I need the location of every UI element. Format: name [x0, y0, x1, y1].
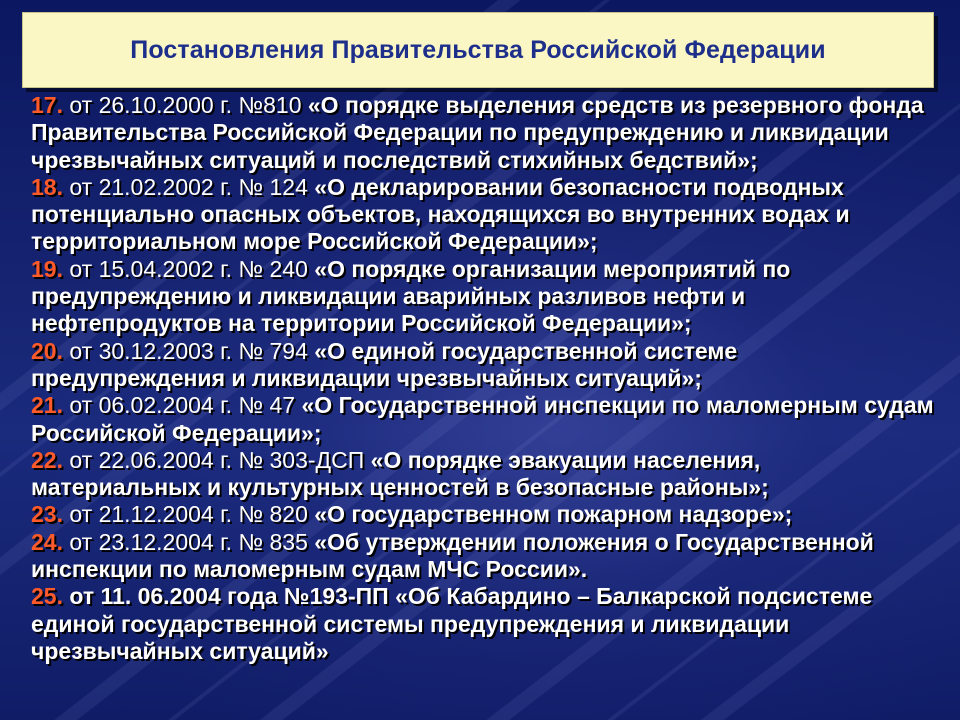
slide-title: Постановления Правительства Российской Федерации	[130, 35, 826, 64]
item-name: «О декларировании безопасности подводных потенциально опасных объектов, находящихся во внутренних водах и территориальном море Российской Федерации»;	[31, 173, 850, 255]
list-item	[31, 529, 935, 584]
title-box	[22, 12, 934, 88]
item-date: от 11. 06.2004 года №193-ПП	[62, 583, 396, 610]
list-item	[31, 256, 935, 338]
item-date: от 21.12.2004 г. № 820	[62, 501, 315, 528]
item-name: «О государственном пожарном надзоре»;	[314, 501, 793, 528]
item-date: от 22.06.2004 г. № 303-ДСП	[62, 446, 371, 473]
item-date: от 21.02.2002 г. № 124	[62, 173, 315, 200]
item-name: «Об Кабардино – Балкарской подсистеме единой государственной системы предупреждения и ликвидации чрезвычайных ситуаций»	[31, 583, 873, 664]
item-number: 24.	[31, 528, 63, 555]
item-number: 25.	[31, 583, 63, 610]
item-date: от 23.12.2004 г. № 835	[62, 528, 315, 555]
item-name: «Об утверждении положения о Государственной инспекции по маломерным судам МЧС России».	[31, 528, 874, 583]
item-number: 21.	[31, 392, 63, 419]
item-name: «О порядке организации мероприятий по предупреждению и ликвидации аварийных разливов нефти и нефтепродуктов на территории Российской Федерации»;	[31, 255, 791, 337]
item-number: 23.	[31, 501, 63, 528]
item-number: 22.	[31, 446, 63, 473]
list-item	[31, 92, 935, 174]
item-date: от 06.02.2004 г. № 47	[62, 392, 302, 419]
item-date: от 15.04.2002 г. № 240	[62, 255, 315, 282]
decree-list	[31, 92, 935, 665]
list-item	[31, 447, 935, 502]
list-item	[31, 392, 935, 447]
item-date: от 26.10.2000 г. №810	[62, 92, 308, 118]
item-name: «О Государственной инспекции по маломерным судам Российской Федерации»;	[31, 392, 934, 446]
item-number: 17.	[31, 92, 63, 118]
item-name: «О порядке эвакуации населения, материальных и культурных ценностей в безопасные районы»;	[31, 446, 769, 501]
list-item	[31, 501, 935, 528]
list-item	[31, 583, 935, 665]
list-item	[31, 174, 935, 256]
item-date: от 30.12.2003 г. № 794	[62, 337, 315, 364]
item-number: 20.	[31, 337, 63, 364]
item-number: 18.	[31, 173, 63, 200]
list-item	[31, 338, 935, 393]
item-name: «О единой государственной системе предупреждения и ликвидации чрезвычайных ситуаций»;	[31, 337, 738, 391]
item-name: «О порядке выделения средств из резервного фонда Правительства Российской Федерации по предупреждению и ликвидации чрезвычайных ситуаций и последствий стихийных бедствий»;	[31, 92, 924, 173]
item-number: 19.	[31, 255, 63, 282]
